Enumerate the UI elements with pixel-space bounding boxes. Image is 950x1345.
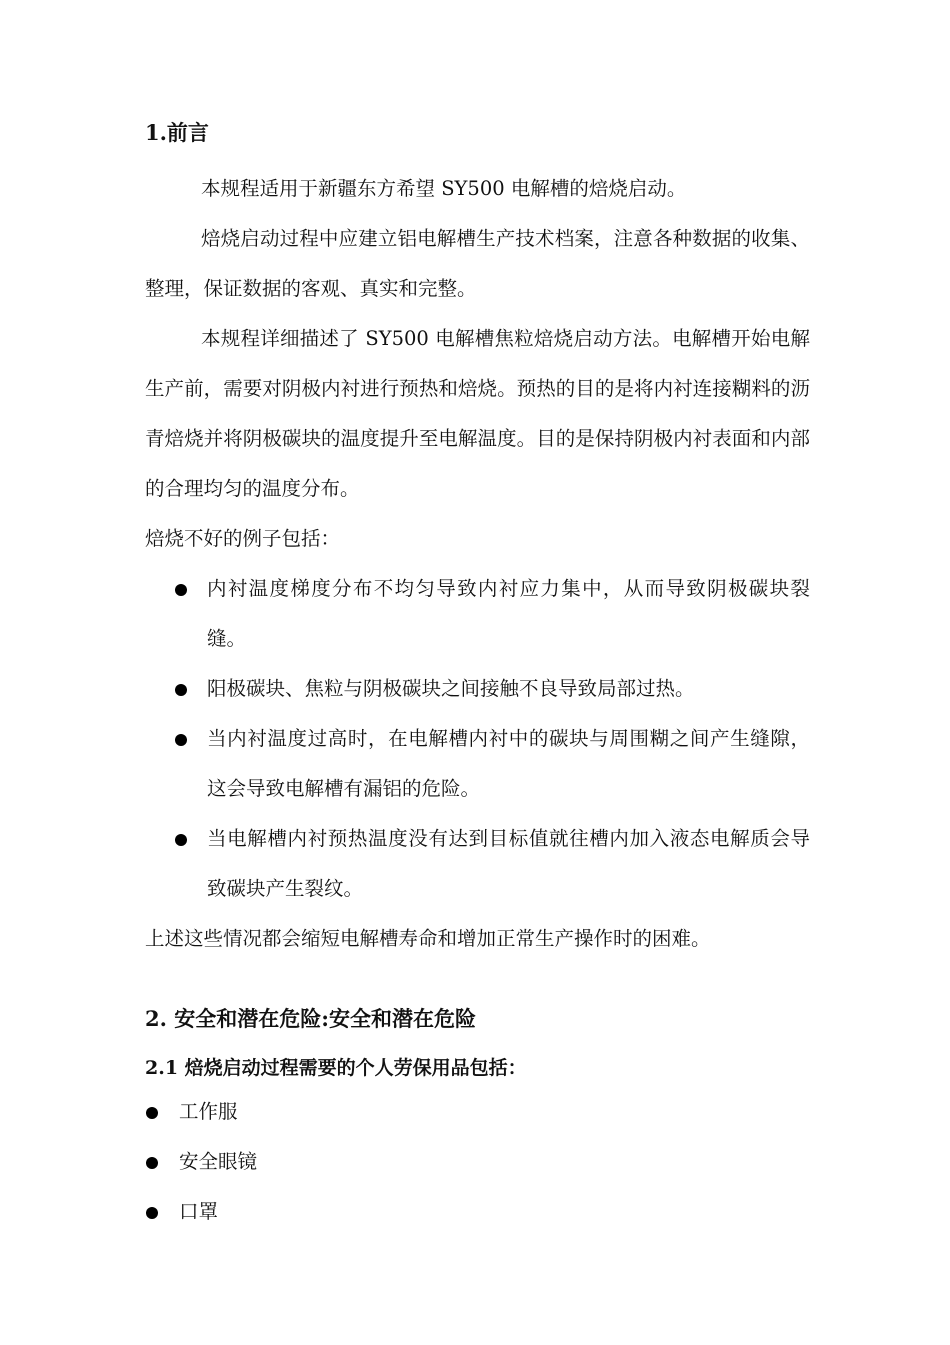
bad-example-text-4: 当电解槽内衬预热温度没有达到目标值就往槽内加入液态电解质会导致碳块产生裂纹。	[207, 827, 810, 900]
bullet-icon	[146, 1157, 158, 1169]
intro-paragraph-1: 本规程适用于新疆东方希望 SY500 电解槽的焙烧启动。	[201, 177, 687, 200]
section-2-heading: 2. 安全和潜在危险:安全和潜在危险	[145, 1006, 476, 1031]
bad-example-item-1	[145, 564, 810, 664]
bad-examples-intro: 焙烧不好的例子包括：	[145, 527, 341, 550]
bullet-icon	[146, 1107, 158, 1119]
bullet-icon	[175, 734, 187, 746]
ppe-text-1: 工作服	[179, 1100, 238, 1123]
bad-example-item-3	[145, 714, 810, 814]
ppe-text-3: 口罩	[179, 1200, 219, 1223]
bad-example-text-2: 阳极碳块、焦粒与阴极碳块之间接触不良导致局部过热。	[207, 677, 695, 700]
bad-example-item-2	[145, 664, 810, 714]
bad-examples-list	[145, 564, 810, 914]
bad-example-text-3: 当内衬温度过高时，在电解槽内衬中的碳块与周围糊之间产生缝隙，这会导致电解槽有漏铝的危险。	[207, 727, 810, 800]
section-1-conclusion: 上述这些情况都会缩短电解槽寿命和增加正常生产操作时的困难。	[145, 927, 711, 950]
bullet-icon	[175, 684, 187, 696]
bad-example-item-4	[145, 814, 810, 914]
bad-example-text-1: 内衬温度梯度分布不均匀导致内衬应力集中，从而导致阴极碳块裂缝。	[207, 577, 810, 650]
ppe-item-3	[145, 1187, 810, 1237]
intro-paragraph-2: 焙烧启动过程中应建立铝电解槽生产技术档案，注意各种数据的收集、整理，保证数据的客观、真实和完整。	[145, 227, 810, 300]
section-2-1-heading: 2.1 焙烧启动过程需要的个人劳保用品包括：	[145, 1057, 527, 1079]
document-content	[145, 118, 810, 1237]
bullet-icon	[146, 1207, 158, 1219]
ppe-item-1	[145, 1087, 810, 1137]
ppe-text-2: 安全眼镜	[179, 1150, 258, 1173]
ppe-list	[145, 1087, 810, 1237]
intro-paragraph-3: 本规程详细描述了 SY500 电解槽焦粒焙烧启动方法。电解槽开始电解生产前，需要对阴极内衬进行预热和焙烧。预热的目的是将内衬连接糊料的沥青焙烧并将阴极碳块的温度提升至电解温度。目的是保持阴极内衬表面和内部的合理均匀的温度分布。	[145, 327, 810, 500]
bullet-icon	[175, 584, 187, 596]
ppe-item-2	[145, 1137, 810, 1187]
bullet-icon	[175, 834, 187, 846]
section-1-heading: 1.前言	[145, 120, 209, 145]
